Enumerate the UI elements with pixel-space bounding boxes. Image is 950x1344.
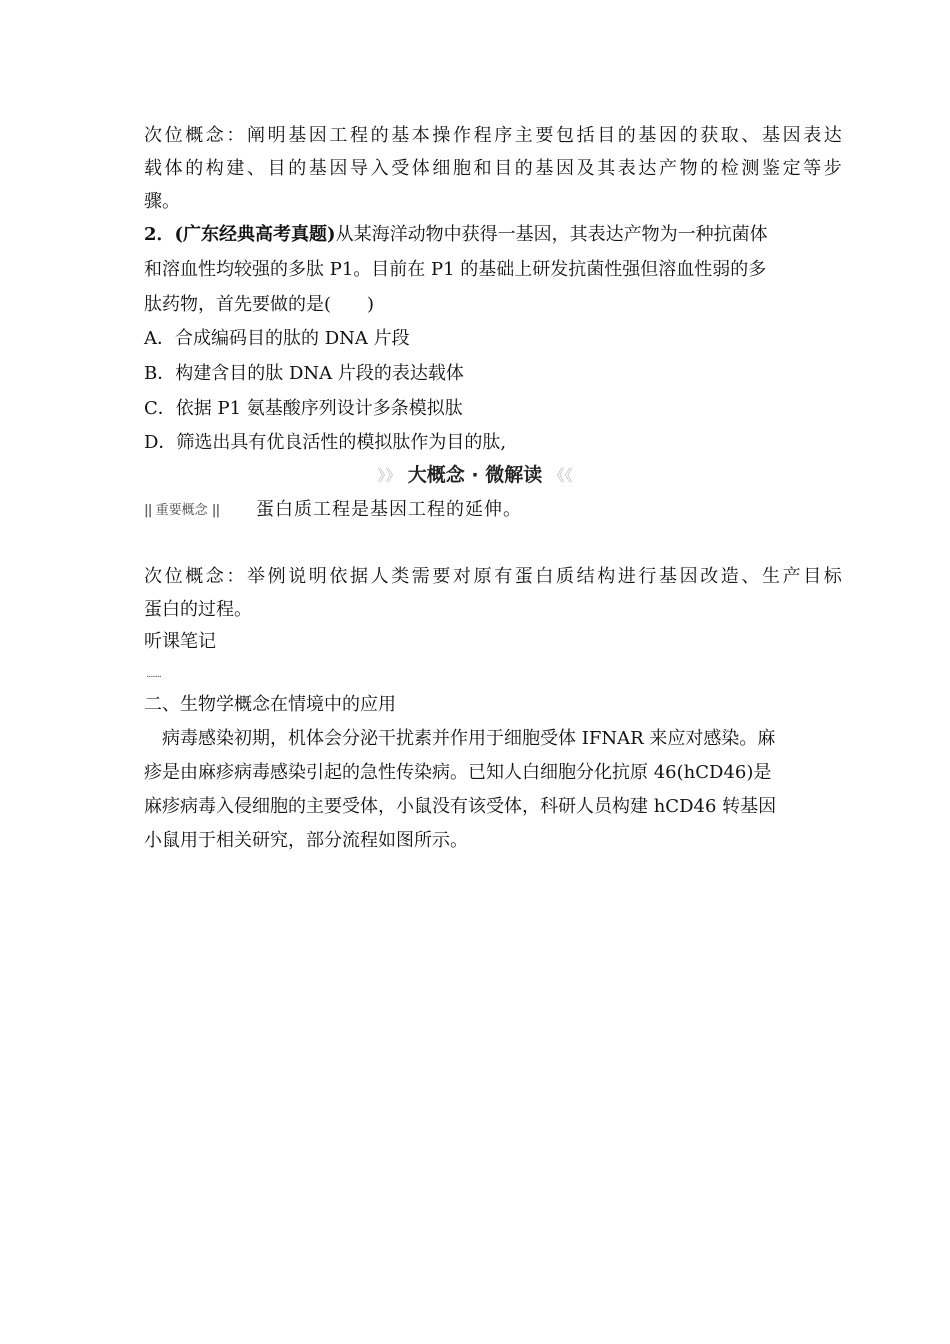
paragraph-line-1: 病毒感染初期，机体会分泌干扰素并作用于细胞受体 IFNAR 来应对感染。麻 xyxy=(144,728,776,749)
tag-bars-right: || xyxy=(211,503,220,518)
concept-line-2: 载体的构建、目的基因导入受体细胞和目的基因及其表达产物的检测鉴定等步 xyxy=(144,158,845,179)
option-d: D．筛选出具有优良活性的模拟肽作为目的肽, xyxy=(144,432,507,453)
tag-label: 重要概念 xyxy=(155,503,208,518)
paragraph-line-4: 小鼠用于相关研究，部分流程如图所示。 xyxy=(144,830,468,851)
paragraph-line-3: 麻疹病毒入侵细胞的主要受体，小鼠没有该受体，科研人员构建 hCD46 转基因 xyxy=(144,796,777,817)
sub-concept-line-1: 次位概念：举例说明依据人类需要对原有蛋白质结构进行基因改造、生产目标 xyxy=(144,566,845,587)
paragraph-line-2: 疹是由麻疹病毒感染引起的急性传染病。已知人白细胞分化抗原 46(hCD46)是 xyxy=(144,762,772,783)
concept-line-1: 次位概念：阐明基因工程的基本操作程序主要包括目的基因的获取、基因表达 xyxy=(144,125,845,146)
option-b: B．构建含目的肽 DNA 片段的表达载体 xyxy=(144,363,464,384)
section-banner xyxy=(0,460,950,490)
section-2-heading: 二、生物学概念在情境中的应用 xyxy=(144,694,396,715)
question-2-line-3: 肽药物，首先要做的是( ) xyxy=(144,294,375,315)
banner-left-chevrons: 》》 xyxy=(377,466,402,485)
notes-dotted-line: ........ xyxy=(146,670,161,680)
banner-right-chevrons: 《《 xyxy=(548,466,573,485)
important-concept-tag xyxy=(144,500,219,522)
tag-bars-left: || xyxy=(144,503,152,518)
sub-concept-line-2: 蛋白的过程。 xyxy=(144,599,252,620)
question-2-line-1 xyxy=(144,223,809,247)
lecture-notes-label: 听课笔记 xyxy=(144,631,216,652)
question-source: (广东经典高考真题) xyxy=(174,224,336,245)
question-2-line-2: 和溶血性均较强的多肽 P1。目前在 P1 的基础上研发抗菌性强但溶血性弱的多 xyxy=(144,259,767,280)
banner-title: 大概念 · 微解读 xyxy=(407,464,543,486)
important-concept-text: 蛋白质工程是基因工程的延伸。 xyxy=(256,499,522,520)
concept-line-3: 骤。 xyxy=(144,191,180,212)
question-number: 2． xyxy=(144,224,175,245)
option-c: C．依据 P1 氨基酸序列设计多条模拟肽 xyxy=(144,398,463,419)
option-a: A．合成编码目的肽的 DNA 片段 xyxy=(144,328,410,349)
question-text: 从某海洋动物中获得一基因，其表达产物为一种抗菌体 xyxy=(335,224,768,245)
